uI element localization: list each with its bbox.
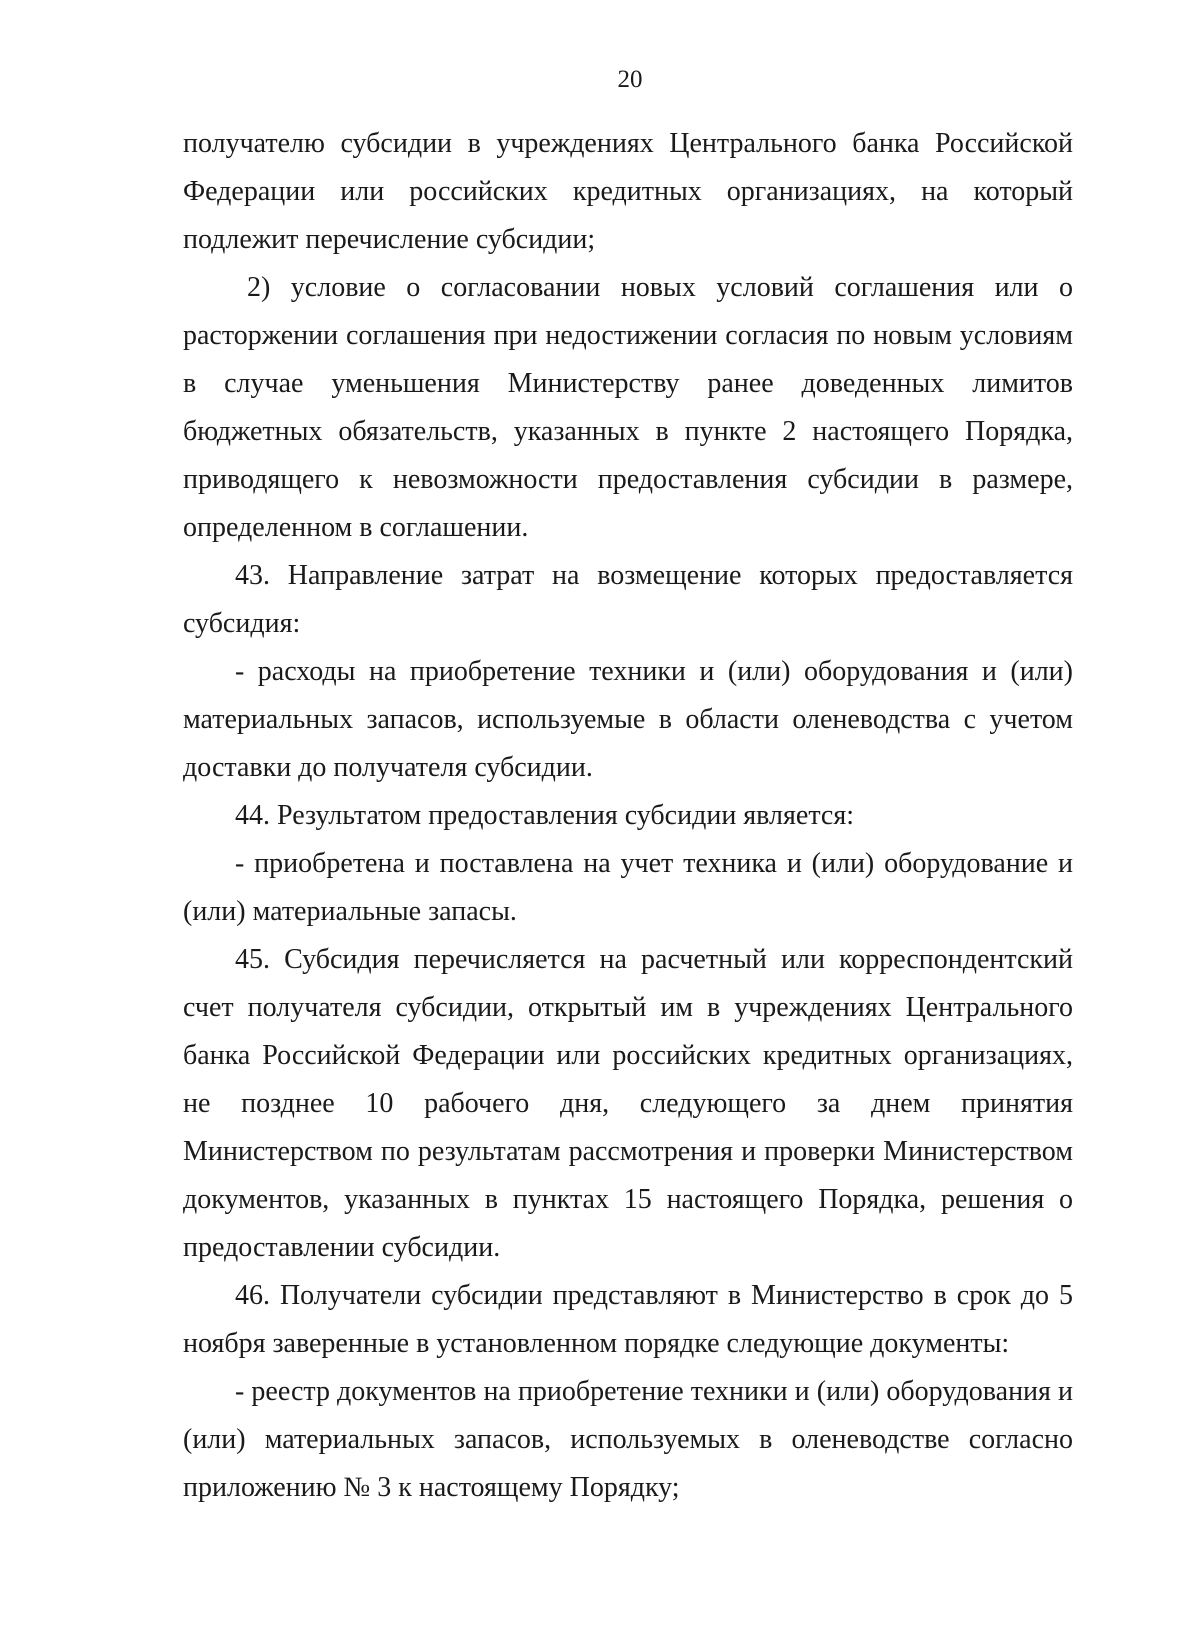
paragraph-continuation: получателю субсидии в учреждениях Центрального банка Российской Федерации или российских кредитных организациях, на который подлежит перечисление субсидии; [183, 128, 1073, 255]
paragraph-45: 45. Субсидия перечисляется на расчетный или корреспондентский счет получателя субсидии, открытый им в учреждениях Центрального банка Российской Федерации или российских кредитных организациях, не позднее 10 рабочего дня, следующего за днем принятия Министерством по результатам рассмотрения и проверки Министерством документов, указанных в пунктах 15 настоящего Порядка, решения о предоставлении субсидии. [183, 944, 1073, 1263]
page-number: 20 [617, 66, 643, 93]
paragraph-44-bullet: - приобретена и поставлена на учет техника и (или) оборудование и (или) материальные запасы. [183, 848, 1073, 927]
paragraph-46: 46. Получатели субсидии представляют в Министерство в срок до 5 ноября заверенные в установленном порядке следующие документы: [183, 1280, 1073, 1359]
paragraph-43-bullet: - расходы на приобретение техники и (или) оборудования и (или) материальных запасов, используемые в области оленеводства с учетом доставки до получателя субсидии. [183, 656, 1073, 783]
paragraph-43: 43. Направление затрат на возмещение которых предоставляется субсидия: [183, 560, 1073, 639]
paragraph-item-2: 2) условие о согласовании новых условий соглашения или о расторжении соглашения при недостижении согласия по новым условиям в случае уменьшения Министерству ранее доведенных лимитов бюджетных обязательств, указанных в пункте 2 настоящего Порядка, приводящего к невозможности предоставления субсидии в размере, определенном в соглашении. [183, 272, 1073, 543]
paragraph-44: 44. Результатом предоставления субсидии является: [235, 800, 854, 831]
document-body [183, 120, 1073, 1512]
paragraph-46-bullet: - реестр документов на приобретение техники и (или) оборудования и (или) материальных запасов, используемых в оленеводстве согласно приложению № 3 к настоящему Порядку; [183, 1376, 1073, 1503]
